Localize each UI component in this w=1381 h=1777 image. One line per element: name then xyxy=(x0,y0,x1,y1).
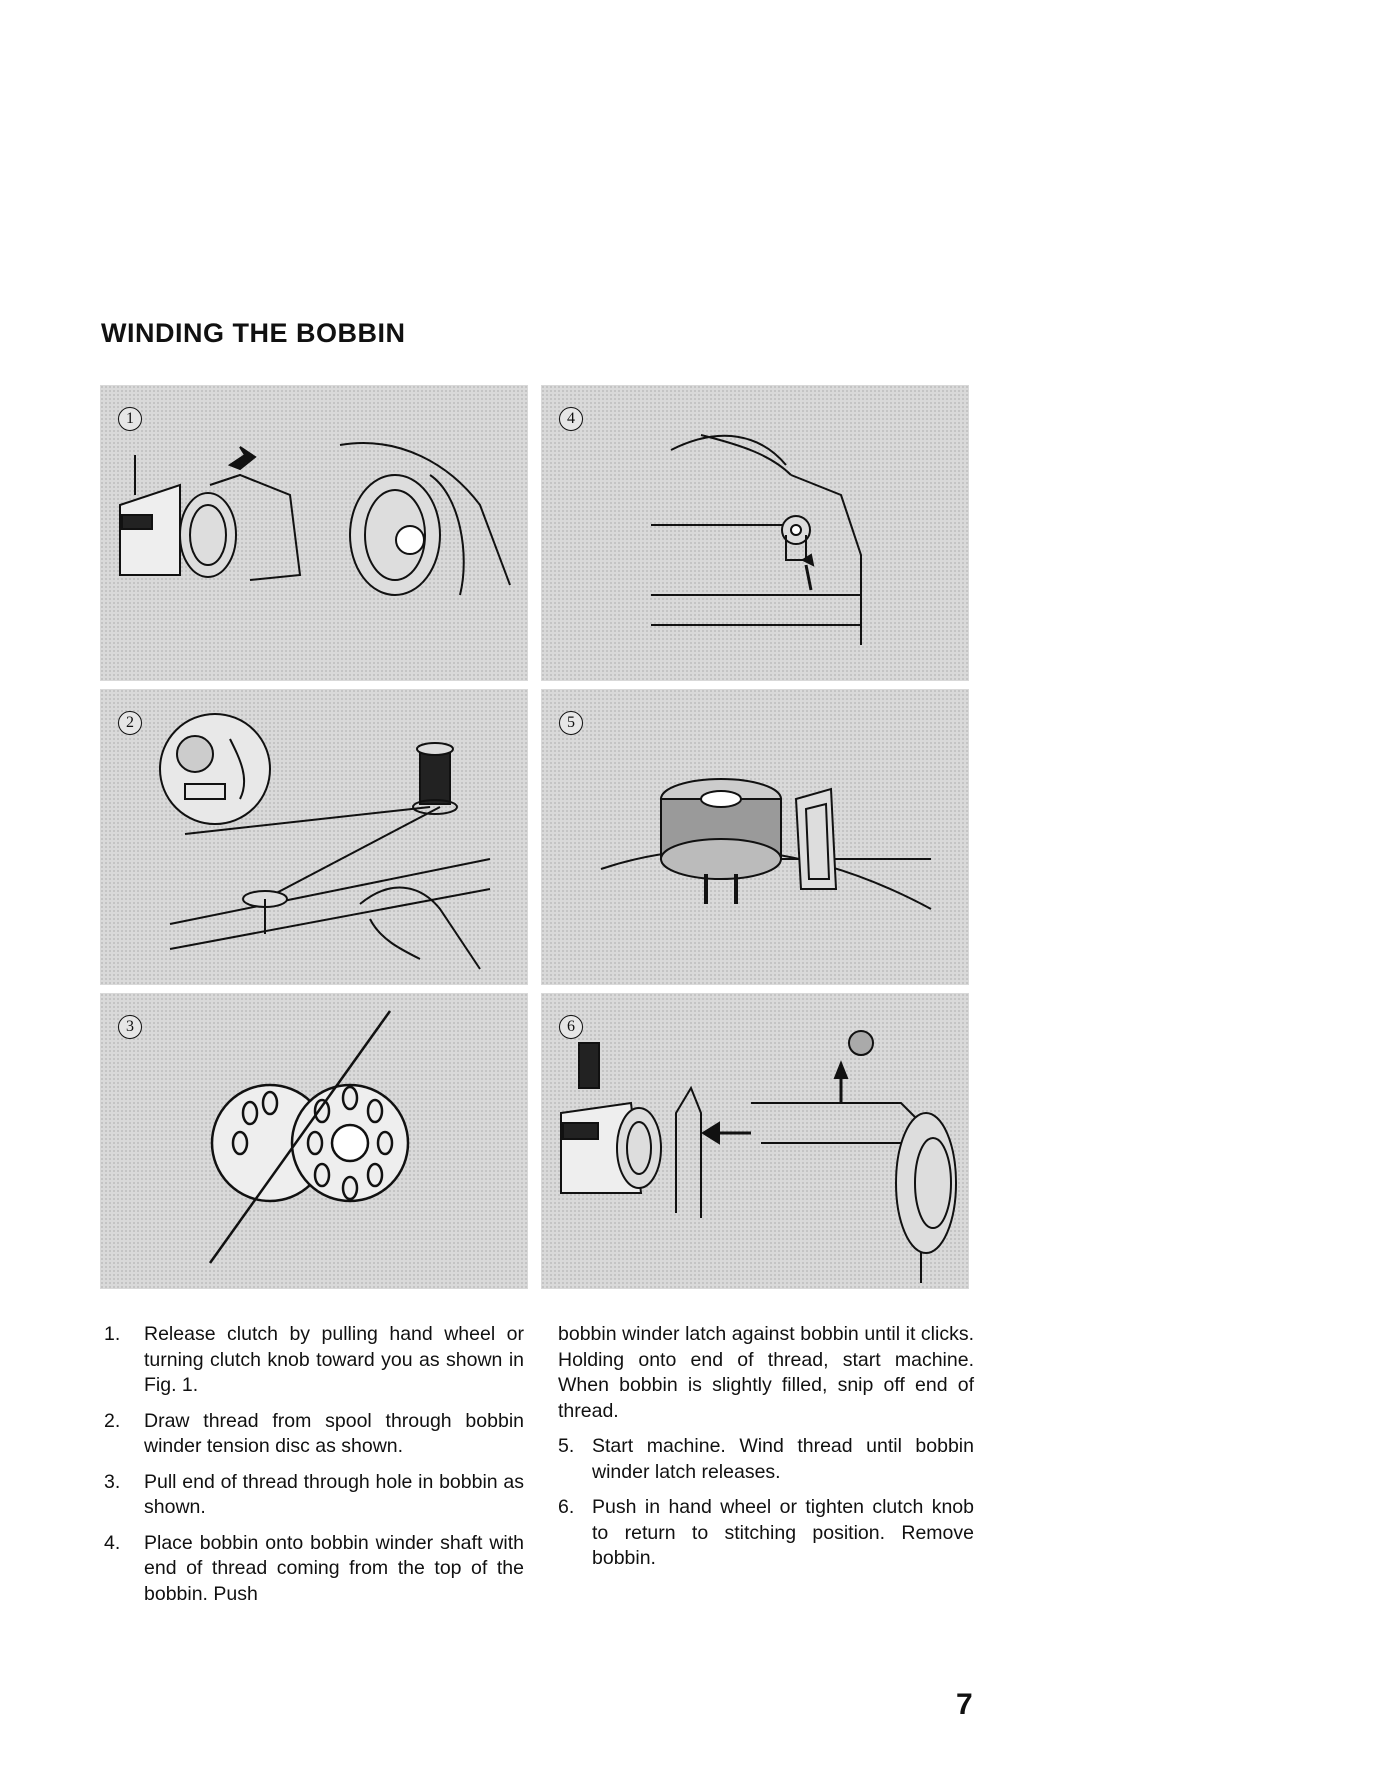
step-4-continued: bobbin winder latch against bobbin until it clicks. Holding onto end of thread, start machine. When bobbin is slightly filled, snip off end of thread. xyxy=(558,1323,974,1422)
step-number: 5. xyxy=(558,1435,575,1457)
figure-6-push-in-hand-wheel xyxy=(541,993,969,1289)
hand-wheel-illustration xyxy=(100,385,528,681)
figure-number-badge: 1 xyxy=(118,407,142,431)
push-hand-wheel-illustration xyxy=(541,993,969,1289)
step-text: Place bobbin onto bobbin winder shaft with end of thread coming from the top of the bobbin. Push xyxy=(144,1531,524,1605)
instructions-right-column xyxy=(558,1322,974,1582)
step-number: 6. xyxy=(558,1496,575,1518)
page-number: 7 xyxy=(956,1688,973,1721)
figure-3-thread-through-bobbin xyxy=(100,993,528,1289)
figure-1-hand-wheel xyxy=(100,385,528,681)
page-title: WINDING THE BOBBIN xyxy=(101,318,406,348)
instruction-step xyxy=(104,1531,524,1608)
instructions-left-column xyxy=(104,1322,524,1617)
step-text: Start machine. Wind thread until bobbin winder latch releases. xyxy=(592,1435,974,1483)
step-text: Draw thread from spool through bobbin winder tension disc as shown. xyxy=(144,1409,524,1457)
figure-number-badge: 5 xyxy=(559,711,583,735)
bobbin-shaft-illustration xyxy=(541,385,969,681)
figure-number-badge: 4 xyxy=(559,407,583,431)
step-text: Pull end of thread through hole in bobbin as shown. xyxy=(144,1470,524,1518)
figure-4-bobbin-on-shaft xyxy=(541,385,969,681)
figure-number-badge: 6 xyxy=(559,1015,583,1039)
instruction-step xyxy=(104,1470,524,1521)
step-number: 1. xyxy=(104,1323,121,1345)
instruction-step xyxy=(104,1322,524,1399)
figure-2-tension-disc xyxy=(100,689,528,985)
tension-disc-illustration xyxy=(100,689,528,985)
step-text: Release clutch by pulling hand wheel or turning clutch knob toward you as shown in Fig. 1. xyxy=(144,1323,524,1396)
figure-number-badge: 3 xyxy=(118,1015,142,1039)
instruction-step xyxy=(104,1409,524,1460)
instruction-step xyxy=(558,1495,974,1572)
figure-5-bobbin-winding xyxy=(541,689,969,985)
step-number: 2. xyxy=(104,1409,121,1432)
bobbin-hole-illustration xyxy=(100,993,528,1289)
step-number: 4. xyxy=(104,1531,121,1554)
bobbin-winding-illustration xyxy=(541,689,969,985)
figure-number-badge: 2 xyxy=(118,711,142,735)
step-number: 3. xyxy=(104,1470,121,1493)
step-text: Push in hand wheel or tighten clutch knob to return to stitching position. Remove bobbin. xyxy=(592,1496,974,1569)
instruction-step xyxy=(558,1434,974,1485)
